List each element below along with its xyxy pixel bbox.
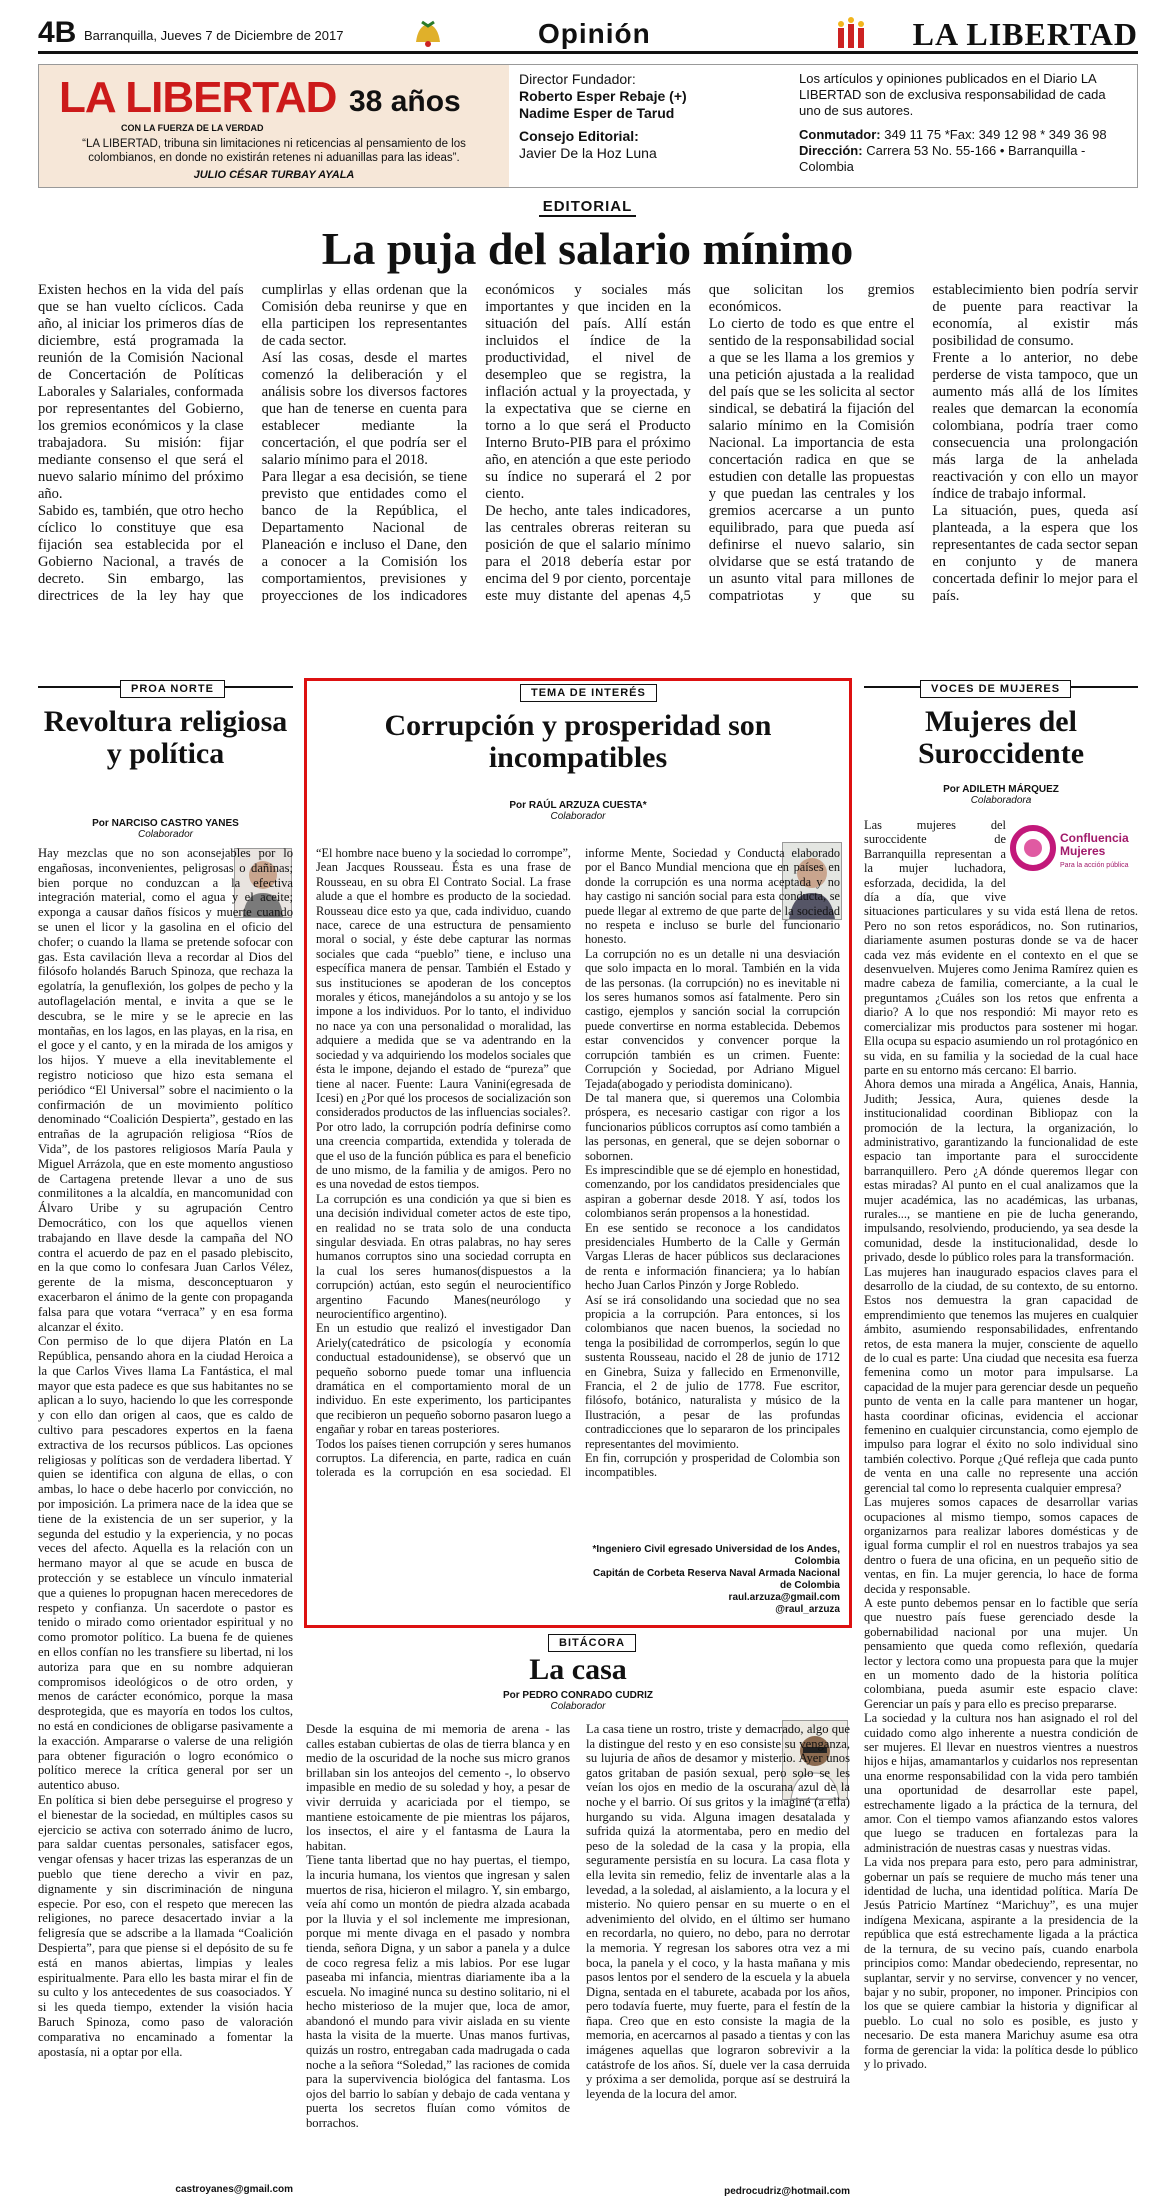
bottom-story-tag: BITÁCORA bbox=[548, 1634, 636, 1652]
story-paragraph: Así se irá consolidando una sociedad que no sea propicia a la corrupción. Para entonces, si los colombianos que nacen buenos, la sociedad no tenga la posibilidad de corromperlos, según lo que sustenta Rousseau, nacido el 28 de junio de 1712 en Ginebra, Suiza y fallecido en Ermenonville, Francia, el 2 de julio de 1778. Fue escritor, filósofo, botánico, naturalista y músico de la Ilustración, a pesar de las profundas contradicciones que lo separaron de los principales representantes del movimiento. bbox=[585, 1292, 840, 1451]
council-name: Javier De la Hoz Luna bbox=[519, 145, 657, 161]
right-story-title: Mujeres del Suroccidente bbox=[917, 705, 1085, 770]
newspaper-name: LA LIBERTAD bbox=[912, 16, 1138, 52]
bottom-story-title: La casa bbox=[529, 1653, 627, 1686]
story-paragraph: Las mujeres han inaugurado espacios claves para el desarrollo de la ciudad, de su contexto, de su entorno. Estos nos demuestra la gran capacidad de emprendimiento que tenemos las mujeres en cualquier ámbito, asumiendo responsabilidades, enfrentando retos, de esta manera la mujer, consciente de aquello de lo cual es parte: Una ciudad que necesita esa fuerza femenina como un motor para impulsarse. La capacidad de la mujer para gerenciar desde un pequeño punto de venta en la calle para mantener un hogar, hasta coordinar oficinas, evidencia el accionar femenino en cualquier circunstancia, como ejemplo de impulso para lograr el éxito no solo individual sino también colectivo. Porque ¿Qué refleja que cada punto de venta en una calle no represente una acción gerencial tal como lo representa cualquier empresa? bbox=[864, 1264, 1138, 1495]
bottom-story-email: pedrocudriz@hotmail.com bbox=[724, 2186, 850, 2197]
right-story-body bbox=[864, 818, 1138, 2194]
editorial-paragraph: De hecho, ante tales indicadores, las centrales obreras reiteran su posición de que el salario mínimo para el 2018 debería estar por encima del 9 por ciento, porcentaje este muy distante del apenas 4,5 que solicitan los gremios económicos. bbox=[485, 282, 915, 604]
editorial-paragraph: Frente a lo anterior, no debe perderse de vista tampoco, que un aumento más allá de los límites reales que demarcan la economía colombiana, podría traer como consecuencia una prolongación más larga de la anhelada reactivación y con ello un mayor índice de trabajo informal. bbox=[932, 350, 1138, 502]
story-paragraph: Por otro lado, la corrupción podría definirse como una creencia compartida, extendida y tolerada de que el uso de la función pública es para el beneficio de uno mismo, de la familia y de amigos. Pero no es una novedad de estos tiempos. bbox=[316, 1119, 571, 1192]
editorial-paragraph: Sabido es, también, que otro hecho cíclico lo constituye que esa fijación sea establecida por el Gobierno Nacional, a través de decreto. Sin embargo, las directrices de la ley hay que cumplirlas y ellas ordenan que la Comisión deba reunirse y que en ella participen los representantes de cada sector. bbox=[38, 282, 468, 604]
center-story-tag: TEMA DE INTERÉS bbox=[520, 684, 657, 702]
masthead-logo: LA LIBERTAD bbox=[59, 73, 337, 122]
council-label: Consejo Editorial: bbox=[519, 128, 639, 144]
left-story-title: Revoltura religiosa y política bbox=[43, 705, 288, 770]
story-paragraph: Las mujeres somos capaces de desarrollar varias ocupaciones al mismo tiempo, somos capaces de organizarnos para realizar labores domésticas y de igual forma cumplir el rol en nuestros trabajos ya sea dentro o fuera de una oficina, en un pequeño sitio de ventas, en fin. La mujer gerencia, lo hace de forma decida y responsable. bbox=[864, 1495, 1138, 1596]
story-paragraph: Tiene tanta libertad que no hay puertas, el tiempo, la incuria humana, los vientos que ingresan y salen muertos de risa, hicieron el milagro. Y, sin embargo, veía ahí como un montón de piedra alzada acabada por la lluvia y el sol inclemente me impresionan, porque mi mente divaga en el pasado y nombra tienda, señora Digna, y un sabor a panela y a dulce de coco regresa feliz a mis labios. Por ese lugar paseaba mi infancia, mientras diariamente iba a la escuela. No imaginé nunca su destino solitario, ni el hecho misterioso de la mujer que, loca de amor, abandonó el mundo para vivir aislada en su viente hasta la visita de la muerte. Unas manos furtivas, quizás un rostro, entregaban cada madrugada o cada noche a la señora “Soledad,” las raciones de comida para la supervivencia biológica del fantasma. Los ojos del barrio lo sabían y debajo de cada ventana y puerta los secretos fluían como vómitos de borrachos. bbox=[306, 1853, 570, 2131]
right-story-byline: Por ADILETH MÁRQUEZ Colaboradora bbox=[943, 784, 1059, 806]
disclaimer: Los artículos y opiniones publicados en el Diario LA LIBERTAD son de exclusiva responsabilidad de cada uno de sus autores. bbox=[799, 71, 1106, 118]
center-story-byline: Por RAÚL ARZUZA CUESTA* Colaborador bbox=[509, 800, 647, 822]
story-paragraph: Las mujeres del suroccidente de Barranquilla representan a la mujer luchadora, esforzada, decidida, la del día a día, que vive situaciones particulares y su vida está llena de retos. Pero no son retos esporádicos, no. Son rutinarios, diariamente asumen posturas donde se va de hacer cada vez más evidente en el contexto en el que se desenvuelven. Mujeres como Jenima Ramírez quien es madre cabeza de familia, comerciante, a la cual le preguntamos ¿Cuáles son los retos que enfrenta a diario? A lo que nos respondió: Mi mayor reto es comercializar mis productos para sostener mi hogar. Ella ocupa su espacio asumiendo un rol protagónico en su vida, en su familia y la sociedad de la cual hace parte en su entorno más cercano: El barrio. bbox=[864, 818, 1138, 1077]
story-paragraph: La corrupción es una condición ya que si bien es una decisión individual cometer actos de este tipo, en realidad no se trata solo de una conducta singular desviada. En otras palabras, no hay seres humanos corruptos sino una sociedad corrupta en la cual los seres humanos(dispuestos a la corrupción) actúan, esto según el neurocientífico argentino Facundo Manes(neurólogo y neurocientífico argentino). bbox=[316, 1191, 571, 1321]
story-paragraph: Ahora demos una mirada a Angélica, Anais, Hannia, Judith; Jessica, Aura, quienes desde la institucionalidad coordinan Bibliopaz con la promoción de la lectura, la organización, lo administrativo, garantizando la funcionalidad de este espacio tan importante para el suroccidente barranquillero. Pero ¿A dónde queremos llegar con estas miradas? Al punto en el cual analizamos que la mujer académica, las no académicas, las urbanas, rurales..., se mantiene en pie de lucha generando, impulsando, resolviendo, produciendo, ya sea desde la comunidad, desde la institucionalidad, desde lo privado, desde lo público roles para la transformación. bbox=[864, 1077, 1138, 1265]
left-story-body bbox=[38, 846, 293, 2180]
story-paragraph: A este punto debemos pensar en lo factible que sería que nuestro país fuese gerenciado desde la gobernabilidad nacional por una mujer. Un pensamiento que queda como reflexión, quedaría lector y lectora como una propuesta para que la mujer en un momento dado de la historia política colombiana, pueda asumir este espacio clave: Gerenciar un país y para ello es preciso prepararse. bbox=[864, 1595, 1138, 1711]
story-paragraph: Hay mezclas que no son aconsejables por lo engañosas, inconvenientes, peligrosas o dañinas; bien porque no conduzcan a la efectiva integración material, como el agua y el aceite; exponga a causar daños físicos y muerte cuando se unen el licor y la gasolina en el oficio del chofer; o cuando la llama se pretende sofocar con gas. Esta cavilación lleva a recordar al Dios del filósofo holandés Baruch Spinoza, que rechaza la egolatría, la genuflexión, los golpes de pecho y la autoflagelación mental, e invita a que se le descubra, se le mire y se le aprecie en las montañas, en los lagos, en las playas, en la risa, en el goce y el canto, y en la mirada de los amigos y los hijos. Y mueve a ella inevitablemente el registro noticioso que hizo esta semana el periódico “El Universal” sobre el nacimiento o la confirmación de un movimiento político denominado “Coalición Despierta”, gestado en las entrañas de la agrupación religiosa “Ríos de Vida”, de los pastores religiosos María Paula y Miguel Arrázola, que en este momento angustioso de Cartagena pretende llevar a uno de sus conmilitones a la alcaldía, en mancomunidad con Álvaro Uribe y su agrupación Centro Democrático, con los que aquellos vienen trabajando en llave desde la campaña del NO contra el acuerdo de paz en el pasado plebiscito, en la que como lo confesara Juan Carlos Vélez, gerente de la misma, desconceptuaron y exacerbaron el ánimo de la gente con propaganda falsa para que votara “verraca” y en esa forma alcanzar el éxito. bbox=[38, 846, 293, 1334]
confluencia-logo-subtitle: Para la acción pública bbox=[1060, 862, 1129, 869]
address: Carrera 53 No. 55-166 • Barranquilla - Colombia bbox=[799, 143, 1086, 174]
issue-date: Barranquilla, Jueves 7 de Diciembre de 2017 bbox=[84, 28, 344, 43]
story-paragraph: La casa tiene un rostro, triste y demacrado, algo que la distingue del resto y en eso consiste su venganza, su lujuria de años de desamor y misterio. Ayer unos gatos gritaban de pasión sexual, pero solo se les veían los ojos en medio de la oscurana azul de la noche y el barrio. Oí sus gritos y la imaginé (a ella) hurgando su vida. Alguna imagen desatalada y sufrida quizá la atormentaba, pero en medio del peso de la soledad de la casa y la propia, ella seguramente persistía en su locura. La casa flota y ella levita sin remedio, feliz de inventarle alas a la levedad, a la soledad, al aislamiento, a la locura y el misterio. No quiero pensar en su muerte o en el advenimiento del olvido, en el último ser humano en recordarla, no quiero, no debo, para no derrotar la memoria. Y regresan los sabores otra vez a mi boca, la panela y el coco, y la hasta mañana y mis pasos lentos por el sendero de la escuela y la abuela Digna, sentada en el taburete, acabada por los años, pero todavía fuerte, muy fuerte, para el festín de la ñapa. Creo que en esto consiste la magia de la memoria, en acercarnos al pasado a tientas y con las imágenes aquellas que lograron sobrevivir a la catástrofe de los años. Sí, duele ver la casa derruida y próxima a ser demolida, porque así se destruirá la leyenda de la locura del amor. bbox=[586, 1722, 850, 2101]
christmas-bell-icon bbox=[408, 16, 452, 50]
section-title: Opinión bbox=[538, 18, 651, 49]
editorial-paragraph: La situación, pues, queda así planteada, a la espera que los representantes de cada sector sepan en conjunto y de manera concertada definir lo mejor para el país. bbox=[932, 503, 1138, 604]
director-name: Nadime Esper de Tarud bbox=[519, 105, 675, 121]
story-paragraph: En ese sentido se reconoce a los candidatos presidenciales Humberto de la Calle y Germán Vargas Lleras de hacer públicos sus declaraciones de renta e información financiera; ya lo habían hecho Juan Carlos Pinzón y Jorge Robledo. bbox=[585, 1220, 840, 1293]
story-paragraph: De tal manera que, si queremos una Colombia próspera, es necesario castigar con rigor a los funcionarios públicos corruptos así como también a las personas, en general, que se dejen sobornar o sobornen. bbox=[585, 1090, 840, 1163]
story-paragraph: En fin, corrupción y prosperidad de Colombia son incompatibles. bbox=[585, 1451, 840, 1480]
bottom-story-body bbox=[306, 1722, 850, 2182]
story-paragraph: La corrupción no es un detalle ni una desviación que solo impacta en lo moral. También en la vida de las personas. (la corrupción) no es inevitable ni los seres humanos somos así fatalmente. Pero sin castigo, ejemplos y sanción social la corrupción puede convertirse en norma establecida. Debemos estar convencidos y convencer porque la corrupción también es un crimen. Fuente: Corrupción y Sociedad, por Adriano Miguel Tejada(abogado y periodista dominicano). bbox=[585, 946, 840, 1091]
center-story-body bbox=[316, 846, 840, 1536]
center-story-credits: *Ingeniero Civil egresado Universidad de los Andes, Colombia Capitán de Corbeta Reserva Naval Armada Nacional de Colombia raul.arzuza@gmail.com @raul_arzuza bbox=[592, 1544, 840, 1615]
editorial-body bbox=[38, 282, 1138, 672]
story-paragraph: En un estudio que realizó el investigador Dan Ariely(catedrático de psicología y economía conductual estadounidense), se observó que un pequeño soborno puede tomar una influencia dramática en el comportamiento moral de un individuo. En este experimento, los participantes que recibieron un pequeño soborno pasaron luego a engañar y robar en tareas posteriores. bbox=[316, 1321, 571, 1437]
director-name: Roberto Esper Rebaje (+) bbox=[519, 88, 687, 104]
editorial-paragraph: Existen hechos en la vida del país que se han vuelto cíclicos. Cada año, al iniciar los primeros días de diciembre, está programada la reunión de la Comisión Nacional de Concertación de Políticas Laborales y Salariales, conformada por representantes del Gobierno, los gremios económicos y la clase trabajadora. Su misión: fijar mediante consenso el que será el nuevo salario mínimo del próximo año. bbox=[38, 282, 244, 502]
story-paragraph: Es imprescindible que se dé ejemplo en honestidad, comenzando, por los candidatos presidenciales que aspiran a gobernar desde 2018. Y así, todos los colombianos serán propensos a la honestidad. bbox=[585, 1162, 840, 1221]
address-label: Dirección: bbox=[799, 143, 863, 158]
story-paragraph: En política si bien debe perseguirse el progreso y el bienestar de la sociedad, en múltiples casos su ejercicio se activa con soterrado ánimo de lucro, para saldar cuentas personales, satisfacer egos, vengar ofensas y hacer trizas las esperanzas de un pueblo que tiene derecho a vivir en paz, dignamente y sin discriminación de ninguna especie. Por eso, con el respeto que merecen las religiones, no parece desacertado inviar a la feligresía que se adscribe a la llamada “Coalición Despierta”, para que piense si el depósito de su fe está en manos abiertas, limpias y leales espiritualmente. Para ello les basta mirar el fin de su culto y los antecedentes de sus coasociados. Y si les queda tiempo, extender la visión hacia Baruch Spinoza, como paso de valoración comparativa no encaminado a fomentar la apostasía, ni a optar por ella. bbox=[38, 1793, 293, 2059]
page-number: 4B bbox=[38, 16, 77, 49]
story-paragraph: La sociedad y la cultura nos han asignado el rol del cuidado como algo inherente a nuestra condición de ser mujeres. El llevar en nuestros vientres a nuestros hijos e hijas, amamantarlos y cuidarlos nos representan una enorme responsabilidad con la vida pero también una oportunidad de desarrollar este papel, estrechamente ligado a la práctica de la ternura, del amor. Con el tiempo vamos afianzando estos valores que luego se traducen en fortalezas para la administración de nuestras casas y nuestras vidas. bbox=[864, 1711, 1138, 1855]
confluencia-logo-text: Confluencia Mujeres bbox=[1060, 831, 1129, 858]
center-story-title: Corrupción y prosperidad son incompatibles bbox=[384, 709, 772, 774]
story-paragraph: Desde la esquina de mi memoria de arena - las calles estaban cubiertas de olas de tierra blanca y en medio de la oscuridad de la noche sus micro granos brillaban sin los anteojos del cemento -, lo observo impasible en medio de su soledad y hoy, a pesar de vivir derruida y acariciada por el tiempo, se mantiene estoicamente de pie mientras los pájaros, los insectos, el aire y el fantasma de Laura la habitan. bbox=[306, 1722, 570, 1853]
masthead-staff bbox=[519, 71, 779, 162]
bottom-story-byline: Por PEDRO CONRADO CUDRIZ Colaborador bbox=[502, 1690, 653, 1712]
masthead-quote-author: JULIO CÉSAR TURBAY AYALA bbox=[193, 169, 355, 181]
editorial-title: La puja del salario mínimo bbox=[321, 223, 854, 274]
masthead-brand-panel bbox=[39, 65, 509, 187]
phone-numbers: 349 11 75 *Fax: 349 12 98 * 349 36 98 bbox=[884, 127, 1107, 142]
right-story-tag: VOCES DE MUJERES bbox=[920, 680, 1071, 698]
editorial-paragraph: Así las cosas, desde el martes comenzó la deliberación y el análisis sobre los diversos factores que han de tenerse en cuenta para establecer mediante la concertación, el que podría ser el salario mínimo para el 2018. bbox=[261, 350, 468, 468]
left-story-tag: PROA NORTE bbox=[120, 680, 225, 698]
masthead bbox=[38, 64, 1138, 188]
masthead-contact bbox=[799, 71, 1129, 175]
story-paragraph: Con permiso de lo que dijera Platón en La República, pensando ahora en la ciudad Heroica a la que Carlos Vives llama La Fantástica, el mal mayor que esta padece es que sus habitantes no se aplican a lo suyo, haciendo lo que les corresponde y con ello dan origen al caos, que es caldo de cultivo para pescadores expertos en la faena extractiva de los recursos públicos. Las opciones religiosas y políticas son de verdadera libertad. Y quien se identifica con alguna de ellas, o con ambas, lo hace o debe hacerlo por convicción, no por imposición. La primera nace de la idea que se tiene de la existencia de un ser superior, y la segunda del estudio y la experiencia, y no pocas veces del afecto. Aquella es la relación con un hermano mayor al que se acude en busca de protección y se establece un vínculo inmaterial que a quienes lo propugnan hacen merecedores de respeto y confianza. Un sacerdote o pastor es tenido o mirado como orientador espiritual y no como promotor político. La buena fe de quienes en ellos confían no les transfiere su libertad, ni los autoriza para que en su nombre adquieran compromisos ideológicos o de otro orden, y menos de carácter económico, porque la masa desprotegida, que es mayoría en todos los cultos, no está en condiciones de obligarse pasivamente a la exacción. Ampararse o valerse de una religión para obtener figuración o logro económico o político merece la crítica general por ser un autentico abuso. bbox=[38, 1334, 293, 1793]
christmas-candles-icon bbox=[828, 16, 872, 50]
story-paragraph: Todos los países tienen corrupción y seres humanos corruptos. La diferencia, en parte, radica en cuán tolerada es la corrupción en esa sociedad. El informe Mente, Sociedad y Conducta elaborado por el Banco Mundial menciona que en países en donde la corrupción es una norma aceptada y no hay castigo ni sanción social para esta conducta, se puede llegar al extremo de que parte de la sociedad no respeta e incluso se burle del funcionario honesto. bbox=[316, 846, 840, 1480]
masthead-quote: “LA LIBERTAD, tribuna sin limitaciones ni reticencias al pensamiento de los colombianos, en donde no existirán retenes ni aduanillas para las ideas”. bbox=[82, 138, 466, 164]
phone-label: Conmutador: bbox=[799, 127, 881, 142]
story-paragraph: “El hombre nace bueno y la sociedad lo corrompe”, Jean Jacques Rousseau. Ésta es una frase de Rousseau, en su obra El Contrato Social. La frase alude a que el hombre es producto de la sociedad. Rousseau dice esto ya que, cada individuo, cuando nace, carece de una estructura de pensamiento moral o social, y éste debe capturar las normas sociales que cada “pueblo” tiene, e incluso una específica manera de pensar. También el Estado y sus instituciones se apoderan de los conceptos morales y éticos, manejándolos a su antojo y se los impone a los individuos. Por lo tanto, el individuo no nace ya con una personalidad o moralidad, las adquiere a medida que se va adentrando en la sociedad y va adquiriendo los modelos sociales que ésta le impone, dejando el estado de “pureza” que tiene al nacer. Fuente: Laura Vanini(egresada de Icesi) en ¿Por qué los procesos de socialización son considerados productos de las influencias sociales?. bbox=[316, 846, 571, 1120]
left-story-email: castroyanes@gmail.com bbox=[175, 2184, 293, 2195]
director-label: Director Fundador: bbox=[519, 71, 636, 87]
top-bar bbox=[38, 16, 1138, 54]
story-paragraph: La vida nos prepara para esto, pero para administrar, gobernar un país se requiere de mucho más tener una identidad de lucha, una identidad política. María De Jesús Patricio Martínez “Marichuy”, es una mujer indígena Mexicana, aspirante a la presidencia de la república que está estrechamente ligada a la práctica de la ternura, de su vecino país, cuando enarbola principios como: Mandar obedeciendo, representar, no suplantar, servir y no servirse, convencer y no vencer, bajar y no subir, proponer, no imponer. Principios con los que se quiere cambiar la historia y dignificar al pueblo. Lo cual no solo es posible, es justo y necesario. De esta manera Marichuy asume esa otra forma de gerenciar la vida: la política desde lo público y lo privado. bbox=[864, 1855, 1138, 2071]
editorial-paragraph: Para llegar a esa decisión, se tiene previsto que entidades como el banco de la República, el Departamento Nacional de Planeación e incluso el Dane, den a conocer a la Comisión los comportamientos, previsiones y proyecciones de los indicadores económicos y sociales más importantes y que inciden en la situación del país. Allí están incluidos el índice de la productividad, el nivel de desempleo que se registra, la inflación actual y la proyectada, y la expectativa que se cierne en torno a lo que será el Producto Interno Bruto-PIB para el próximo año, en atención a que este periodo su índice no superará el 2 por ciento. bbox=[261, 282, 691, 604]
left-story-byline: Por NARCISO CASTRO YANES Colaborador bbox=[92, 818, 239, 840]
masthead-motto: CON LA FUERZA DE LA VERDAD bbox=[121, 123, 264, 133]
editorial-label: EDITORIAL bbox=[0, 198, 1175, 215]
masthead-years: 38 años bbox=[349, 85, 461, 118]
editorial-paragraph: Lo cierto de todo es que entre el sentido de la responsabilidad social a que se les llama a los gremios y una petición ajustada a la realidad del país que se les solicita al sector sindical, se debatirá la fijación del salario mínimo en la Comisión Nacional. La importancia de esta concertación radica en que se estudien con detalle las propuestas y que puedan las centrales y los gremios acercarse a un punto equilibrado, para que pueda así definirse el nuevo salario, sin olvidarse que se está tratando de un asunto vital para millones de compatriotas y que su establecimiento bien podría servir de puente para reactivar la economía, al existir más posibilidad de consumo. bbox=[708, 282, 1138, 604]
